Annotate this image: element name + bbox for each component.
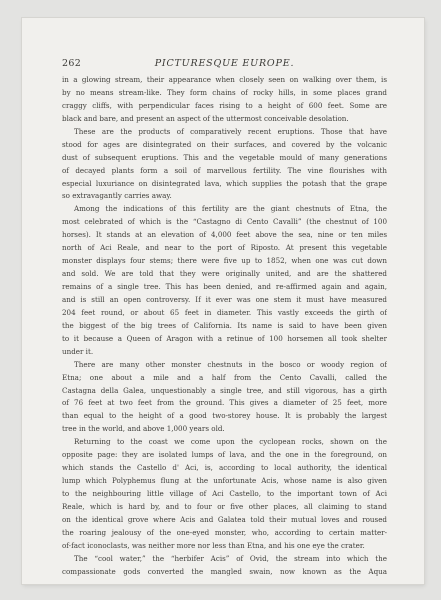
text-line: of-fact iconoclasts, was neither more nor less than Etna, and his one eye the crater. <box>62 540 365 550</box>
text-line: especial luxuriance on disintegrated lava, which supplies the potash that the grape <box>62 178 387 188</box>
text-line: of 76 feet at two feet from the ground. This gives a diameter of 25 feet, more <box>62 398 387 408</box>
page-header <box>62 58 387 72</box>
text-line: and sold. We are told that they were originally united, and are the shattered <box>62 269 387 279</box>
text-line: most celebrated of which is the “Castagno di Cento Cavalli” (the chestnut of 100 <box>62 217 387 227</box>
text-line: Among the indications of this fertility are the giant chestnuts of Etna, the <box>74 204 387 214</box>
text-line: horses). It stands at an elevation of 4,000 feet above the sea, nine or ten miles <box>62 230 387 240</box>
text-line: of decayed plants form a soil of marvellous fertility. The vine flourishes with <box>62 165 387 175</box>
text-line: Returning to the coast we come upon the cyclopean rocks, shown on the <box>74 437 387 447</box>
text-line: so extravagantly carries away. <box>62 191 172 201</box>
text-line: in a glowing stream, their appearance when closely seen on walking over them, is <box>62 75 387 84</box>
text-line: by no means stream-like. They form chains of rocky hills, in some places grand <box>62 87 387 97</box>
text-line: north of Aci Reale, and near to the port of Riposto. At present this vegetable <box>62 243 387 253</box>
text-line: to it because a Queen of Aragon with a retinue of 100 horsemen all took shelter <box>62 333 387 343</box>
text-line: black and bare, and present an aspect of the uttermost conceivable desolation. <box>62 113 349 123</box>
text-line: compassionate gods converted the mangled swain, now known as the Aqua <box>62 566 387 576</box>
text-line: which stands the Castello d' Aci, is, according to local authority, the identical <box>62 463 387 473</box>
text-line: than equal to the height of a good two-storey house. It is probably the largest <box>62 411 387 421</box>
text-line: Reale, which is hard by, and to four or five other places, all claiming to stand <box>62 501 387 511</box>
page-number: 262 <box>62 58 82 69</box>
text-line: 204 feet round, or about 65 feet in diameter. This vastly exceeds the girth of <box>62 307 387 317</box>
text-line: lump which Polyphemus flung at the unfortunate Acis, whose name is also given <box>62 476 387 486</box>
text-line: stood for ages are disintegrated on their surfaces, and covered by the volcanic <box>62 139 387 149</box>
text-line: remains of a single tree. This has been denied, and re-affirmed again and again, <box>62 282 387 291</box>
text-line: Etna; one about a mile and a half from the Cento Cavalli, called the <box>62 372 387 382</box>
text-line: There are many other monster chestnuts in the bosco or woody region of <box>74 359 387 369</box>
text-line: Castagna della Galea, unquestionably a single tree, and still vigorous, has a girth <box>62 385 387 395</box>
running-title: PICTURESQUE EUROPE. <box>154 58 295 69</box>
text-line: monster displays four stems; there were five up to 1852, when one was cut down <box>62 256 387 266</box>
text-line: The “cool water,” the “herbifer Acis” of Ovid, the stream into which the <box>74 553 387 563</box>
text-line: to the neighbouring little village of Aci Castello, to the important town of Aci <box>62 489 387 498</box>
text-line: the roaring jealousy of the one-eyed monster, who, according to certain matter- <box>62 527 387 537</box>
text-line: dust of subsequent eruptions. This and the vegetable mould of many generations <box>62 152 387 162</box>
text-line: These are the products of comparatively recent eruptions. Those that have <box>74 126 387 136</box>
text-line: the biggest of the big trees of California. Its name is said to have been given <box>62 320 387 330</box>
book-page <box>22 18 424 584</box>
text-line: and is still an open controversy. If it ever was one stem it must have measured <box>62 294 387 304</box>
text-line: under it. <box>62 346 94 356</box>
text-line: tree in the world, and above 1,000 years old. <box>62 424 225 434</box>
body-text <box>62 74 387 579</box>
text-line: on the identical grove where Acis and Galatea told their mutual loves and roused <box>62 514 387 524</box>
text-line: opposite page: they are isolated lumps of lava, and the one in the foreground, on <box>62 450 387 460</box>
text-line: craggy cliffs, with perpendicular faces rising to a height of 600 feet. Some are <box>62 100 387 110</box>
